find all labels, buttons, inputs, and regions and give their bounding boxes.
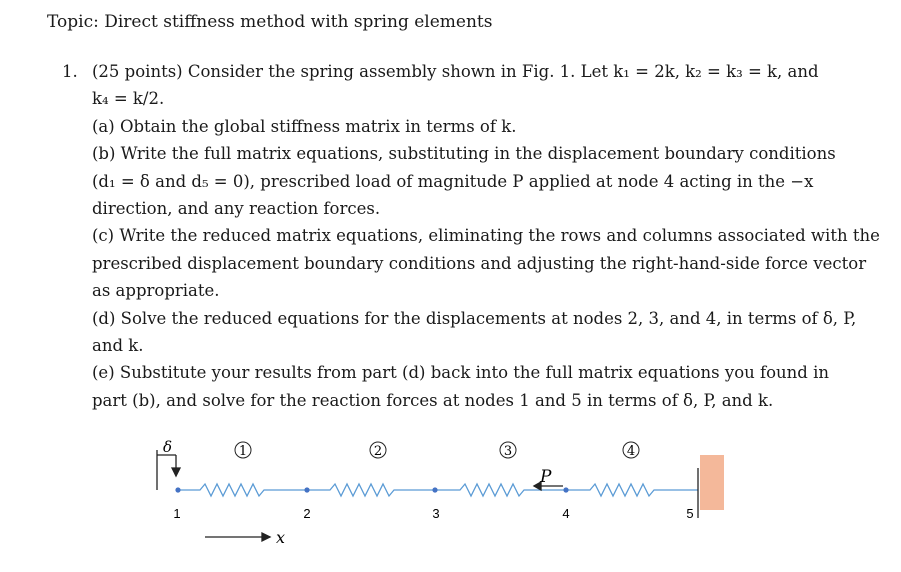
node-label-1: 1 [173, 506, 181, 521]
delta-label: δ [163, 438, 173, 456]
part-a: (a) Obtain the global stiffness matrix in terms of k. [92, 117, 517, 136]
problem-line: direction, and any reaction forces. [92, 199, 381, 218]
spring-1 [178, 484, 307, 496]
problem-line: k₄ = k/2. [92, 89, 165, 108]
node-2-dot [304, 487, 309, 492]
problem-line: and k. [92, 336, 144, 355]
node-4-dot [563, 487, 568, 492]
topic-heading: Topic: Direct stiffness method with spring elements [47, 12, 493, 32]
load-label: P [540, 467, 552, 487]
svg-text:4: 4 [626, 444, 636, 459]
part-b: (b) Write the full matrix equations, substituting in the displacement boundary conditions [92, 144, 836, 163]
svg-text:1: 1 [238, 444, 248, 459]
problem-number: 1. [62, 62, 78, 81]
part-c: (c) Write the reduced matrix equations, eliminating the rows and columns associated with the [92, 226, 880, 245]
x-axis-arrow [205, 533, 270, 541]
svg-text:2: 2 [373, 444, 383, 459]
problem-line: as appropriate. [92, 281, 220, 300]
spring-4 [566, 484, 698, 496]
node-label-4: 4 [562, 506, 570, 521]
node-label-5: 5 [686, 506, 694, 521]
svg-text:3: 3 [503, 444, 513, 459]
element-label-1 [235, 442, 251, 459]
spring-assembly-figure [140, 428, 740, 572]
node-3-dot [432, 487, 437, 492]
node-label-3: 3 [432, 506, 440, 521]
displacement-arrow [172, 455, 180, 476]
element-label-2 [370, 442, 386, 459]
x-axis-label: x [276, 528, 286, 547]
node-label-2: 2 [303, 506, 311, 521]
problem-line: prescribed displacement boundary conditions and adjusting the right-hand-side force vector [92, 254, 867, 273]
problem-line: part (b), and solve for the reaction forces at nodes 1 and 5 in terms of δ, P, and k. [92, 391, 774, 410]
element-label-4 [623, 442, 639, 459]
node-1-dot [175, 487, 180, 492]
part-d: (d) Solve the reduced equations for the displacements at nodes 2, 3, and 4, in terms of δ, P, [92, 309, 857, 328]
problem-line: (25 points) Consider the spring assembly shown in Fig. 1. Let k₁ = 2k, k₂ = k₃ = k, and [92, 62, 819, 81]
spring-2 [307, 484, 435, 496]
element-label-3 [500, 442, 516, 459]
part-e: (e) Substitute your results from part (d) back into the full matrix equations you found in [92, 363, 830, 382]
problem-line: (d₁ = δ and d₅ = 0), prescribed load of magnitude P applied at node 4 acting in the −x [92, 172, 814, 191]
fixed-wall [700, 455, 724, 510]
